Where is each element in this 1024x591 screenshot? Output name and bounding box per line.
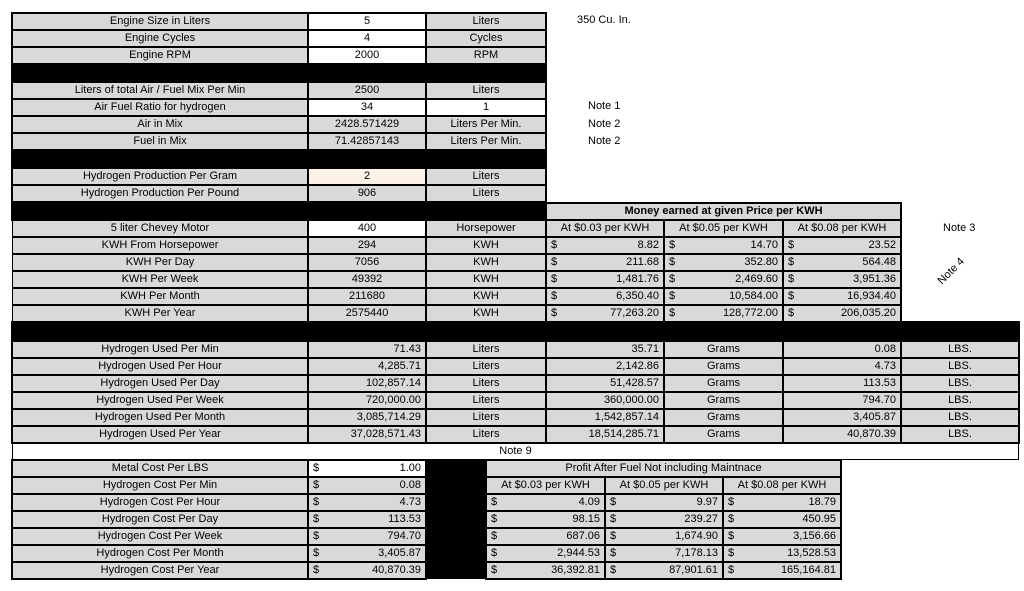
used-grams-unit[interactable]: Grams xyxy=(664,409,783,426)
currency-symbol: $ xyxy=(491,564,498,576)
currency-value: 4.09 xyxy=(578,496,600,508)
black-separator-row xyxy=(12,64,546,82)
profit-cell[interactable] xyxy=(605,494,723,511)
currency-symbol: $ xyxy=(610,564,617,576)
used-grams[interactable]: 2,142.86 xyxy=(546,358,664,375)
profit-cell[interactable] xyxy=(605,562,723,579)
cost-value[interactable] xyxy=(308,460,426,477)
used-liters[interactable]: 3,085,714.29 xyxy=(308,409,426,426)
currency-symbol: $ xyxy=(728,564,735,576)
money-earned-cell[interactable] xyxy=(783,305,901,322)
currency-value: 1,481.76 xyxy=(616,273,659,285)
used-grams-unit[interactable]: Grams xyxy=(664,392,783,409)
production-label[interactable]: Hydrogen Production Per Pound xyxy=(12,185,308,202)
used-grams-unit[interactable]: Grams xyxy=(664,358,783,375)
currency-value: 794.70 xyxy=(387,530,421,542)
currency-symbol: $ xyxy=(313,513,320,525)
note2a-label: Note 2 xyxy=(588,118,621,130)
production-unit[interactable]: Liters xyxy=(426,168,546,185)
engine-label[interactable]: Engine Size in Liters xyxy=(12,13,308,30)
kwh-unit[interactable]: KWH xyxy=(426,237,546,254)
used-liters[interactable]: 4,285.71 xyxy=(308,358,426,375)
currency-value: 113.53 xyxy=(388,513,421,525)
kwh-label[interactable]: KWH Per Week xyxy=(12,271,308,288)
engine-unit[interactable]: Cycles xyxy=(426,30,546,47)
used-grams[interactable]: 51,428.57 xyxy=(546,375,664,392)
currency-value: 1,674.90 xyxy=(675,530,718,542)
engine-value-input[interactable]: 2000 xyxy=(308,47,426,64)
cost-value[interactable] xyxy=(308,528,426,545)
currency-symbol: $ xyxy=(788,273,795,285)
kwh-label[interactable]: KWH Per Month xyxy=(12,288,308,305)
currency-value: 8.82 xyxy=(637,239,659,251)
used-liters[interactable]: 102,857.14 xyxy=(308,375,426,392)
used-grams-unit[interactable]: Grams xyxy=(664,375,783,392)
mix-unit[interactable]: Liters Per Min. xyxy=(426,116,546,133)
used-liters-unit[interactable]: Liters xyxy=(426,392,546,409)
used-liters[interactable]: 37,028,571.43 xyxy=(308,426,426,443)
note2b-label: Note 2 xyxy=(588,135,621,147)
money-earned-cell[interactable] xyxy=(783,237,901,254)
currency-symbol: $ xyxy=(551,256,558,268)
currency-symbol: $ xyxy=(313,496,320,508)
currency-value: 0.08 xyxy=(399,479,421,491)
money-earned-cell[interactable] xyxy=(546,288,664,305)
used-label[interactable]: Hydrogen Used Per Hour xyxy=(12,358,308,375)
cost-label[interactable]: Hydrogen Cost Per Min xyxy=(12,477,308,494)
currency-value: 9.97 xyxy=(696,496,718,508)
currency-value: 10,584.00 xyxy=(729,290,778,302)
money-earned-cell[interactable] xyxy=(546,305,664,322)
used-liters-unit[interactable]: Liters xyxy=(426,375,546,392)
money-earned-cell[interactable] xyxy=(546,271,664,288)
currency-value: 3,405.87 xyxy=(378,547,421,559)
kwh-unit[interactable]: Horsepower xyxy=(426,220,546,237)
mix-label[interactable]: Air in Mix xyxy=(12,116,308,133)
cost-value[interactable] xyxy=(308,562,426,579)
black-separator-row xyxy=(12,322,1019,341)
currency-symbol: $ xyxy=(551,239,558,251)
used-liters[interactable]: 720,000.00 xyxy=(308,392,426,409)
kwh-unit[interactable]: KWH xyxy=(426,254,546,271)
currency-value: 564.48 xyxy=(862,256,896,268)
currency-symbol: $ xyxy=(313,547,320,559)
cost-label[interactable]: Hydrogen Cost Per Month xyxy=(12,545,308,562)
kwh-value[interactable]: 294 xyxy=(308,237,426,254)
mix-value[interactable]: 2428.571429 xyxy=(308,116,426,133)
currency-value: 7,178.13 xyxy=(675,547,718,559)
cost-label[interactable]: Hydrogen Cost Per Hour xyxy=(12,494,308,511)
kwh-value[interactable]: 211680 xyxy=(308,288,426,305)
used-lbs[interactable]: 0.08 xyxy=(783,341,901,358)
currency-value: 2,469.60 xyxy=(735,273,778,285)
profit-header[interactable]: Profit After Fuel Not including Maintnace xyxy=(486,460,841,477)
used-liters-unit[interactable]: Liters xyxy=(426,358,546,375)
used-grams[interactable]: 35.71 xyxy=(546,341,664,358)
used-lbs[interactable]: 794.70 xyxy=(783,392,901,409)
currency-symbol: $ xyxy=(788,290,795,302)
profit-cell[interactable] xyxy=(486,545,605,562)
currency-symbol: $ xyxy=(551,290,558,302)
currency-value: 239.27 xyxy=(684,513,718,525)
cost-label[interactable]: Hydrogen Cost Per Year xyxy=(12,562,308,579)
currency-value: 13,528.53 xyxy=(787,547,836,559)
money-earned-cell[interactable] xyxy=(664,305,783,322)
profit-cell[interactable] xyxy=(605,545,723,562)
mix-unit[interactable]: 1 xyxy=(426,99,546,116)
used-grams-unit[interactable]: Grams xyxy=(664,341,783,358)
currency-symbol: $ xyxy=(728,530,735,542)
kwh-value[interactable]: 7056 xyxy=(308,254,426,271)
engine-unit[interactable]: RPM xyxy=(426,47,546,64)
currency-symbol: $ xyxy=(669,307,676,319)
profit-cell[interactable] xyxy=(723,545,841,562)
profit-cell[interactable] xyxy=(486,511,605,528)
money-earned-header[interactable]: Money earned at given Price per KWH xyxy=(546,202,901,220)
mix-unit[interactable]: Liters Per Min. xyxy=(426,133,546,150)
used-grams[interactable]: 18,514,285.71 xyxy=(546,426,664,443)
production-unit[interactable]: Liters xyxy=(426,185,546,202)
currency-symbol: $ xyxy=(610,496,617,508)
currency-symbol: $ xyxy=(788,256,795,268)
currency-value: 77,263.20 xyxy=(610,307,659,319)
cost-label[interactable]: Metal Cost Per LBS xyxy=(12,460,308,477)
currency-symbol: $ xyxy=(313,564,320,576)
currency-value: 1.00 xyxy=(399,462,421,474)
mix-label[interactable]: Liters of total Air / Fuel Mix Per Min xyxy=(12,82,308,99)
used-grams[interactable]: 360,000.00 xyxy=(546,392,664,409)
used-lbs[interactable]: 113.53 xyxy=(783,375,901,392)
currency-value: 23.52 xyxy=(868,239,896,251)
currency-value: 3,156.66 xyxy=(793,530,836,542)
note4-label: Note 4 xyxy=(935,255,967,287)
cost-value[interactable] xyxy=(308,511,426,528)
currency-value: 4.73 xyxy=(399,496,421,508)
used-label[interactable]: Hydrogen Used Per Day xyxy=(12,375,308,392)
currency-value: 211.68 xyxy=(626,256,659,268)
currency-symbol: $ xyxy=(728,547,735,559)
production-value[interactable]: 2 xyxy=(308,168,426,185)
black-separator-row xyxy=(12,150,546,168)
cubic-inches-note: 350 Cu. In. xyxy=(577,14,631,26)
used-lbs-unit[interactable]: LBS. xyxy=(901,409,1019,426)
currency-symbol: $ xyxy=(551,273,558,285)
cost-label[interactable]: Hydrogen Cost Per Day xyxy=(12,511,308,528)
profit-cell[interactable] xyxy=(723,528,841,545)
mix-value[interactable]: 71.42857143 xyxy=(308,133,426,150)
money-earned-cell[interactable] xyxy=(664,271,783,288)
currency-value: 352.80 xyxy=(744,256,778,268)
used-liters-unit[interactable]: Liters xyxy=(426,409,546,426)
used-liters-unit[interactable]: Liters xyxy=(426,341,546,358)
currency-symbol: $ xyxy=(313,462,320,474)
currency-value: 98.15 xyxy=(572,513,600,525)
kwh-value[interactable]: 2575440 xyxy=(308,305,426,322)
note3-label: Note 3 xyxy=(943,222,976,234)
mix-value[interactable]: 34 xyxy=(308,99,426,116)
price-header[interactable]: At $0.05 per KWH xyxy=(664,220,783,237)
currency-symbol: $ xyxy=(491,530,498,542)
price-header[interactable]: At $0.08 per KWH xyxy=(783,220,901,237)
used-lbs[interactable]: 3,405.87 xyxy=(783,409,901,426)
cost-label[interactable]: Hydrogen Cost Per Week xyxy=(12,528,308,545)
black-spacer-column xyxy=(426,460,486,579)
currency-value: 40,870.39 xyxy=(372,564,421,576)
engine-label[interactable]: Engine RPM xyxy=(12,47,308,64)
profit-price-header[interactable]: At $0.05 per KWH xyxy=(605,477,723,494)
used-grams[interactable]: 1,542,857.14 xyxy=(546,409,664,426)
cost-value[interactable] xyxy=(308,494,426,511)
kwh-label[interactable]: KWH Per Year xyxy=(12,305,308,322)
production-value[interactable]: 906 xyxy=(308,185,426,202)
used-label[interactable]: Hydrogen Used Per Month xyxy=(12,409,308,426)
kwh-label[interactable]: 5 liter Chevey Motor xyxy=(12,220,308,237)
used-lbs-unit[interactable]: LBS. xyxy=(901,392,1019,409)
used-liters-unit[interactable]: Liters xyxy=(426,426,546,443)
used-label[interactable]: Hydrogen Used Per Year xyxy=(12,426,308,443)
kwh-label[interactable]: KWH Per Day xyxy=(12,254,308,271)
used-grams-unit[interactable]: Grams xyxy=(664,426,783,443)
profit-price-header[interactable]: At $0.03 per KWH xyxy=(486,477,605,494)
used-lbs[interactable]: 40,870.39 xyxy=(783,426,901,443)
profit-cell[interactable] xyxy=(723,494,841,511)
profit-cell[interactable] xyxy=(486,528,605,545)
mix-unit[interactable]: Liters xyxy=(426,82,546,99)
used-lbs-unit[interactable]: LBS. xyxy=(901,341,1019,358)
currency-value: 450.95 xyxy=(802,513,836,525)
profit-cell[interactable] xyxy=(723,562,841,579)
profit-cell[interactable] xyxy=(605,511,723,528)
money-earned-cell[interactable] xyxy=(664,254,783,271)
kwh-unit[interactable]: KWH xyxy=(426,271,546,288)
currency-value: 6,350.40 xyxy=(616,290,659,302)
engine-value-input[interactable]: 5 xyxy=(308,13,426,30)
money-earned-cell[interactable] xyxy=(664,237,783,254)
currency-value: 36,392.81 xyxy=(551,564,600,576)
currency-symbol: $ xyxy=(491,496,498,508)
black-separator-row xyxy=(12,202,546,220)
engine-value-input[interactable]: 4 xyxy=(308,30,426,47)
currency-symbol: $ xyxy=(491,513,498,525)
profit-cell[interactable] xyxy=(486,494,605,511)
used-lbs-unit[interactable]: LBS. xyxy=(901,375,1019,392)
currency-symbol: $ xyxy=(669,239,676,251)
currency-value: 165,164.81 xyxy=(780,564,836,576)
money-earned-cell[interactable] xyxy=(783,288,901,305)
profit-cell[interactable] xyxy=(486,562,605,579)
currency-symbol: $ xyxy=(788,239,795,251)
currency-symbol: $ xyxy=(669,290,676,302)
note1-label: Note 1 xyxy=(588,100,621,112)
used-lbs[interactable]: 4.73 xyxy=(783,358,901,375)
currency-symbol: $ xyxy=(551,307,558,319)
currency-symbol: $ xyxy=(728,513,735,525)
money-earned-cell[interactable] xyxy=(783,271,901,288)
money-earned-cell[interactable] xyxy=(664,288,783,305)
note9-row[interactable]: Note 9 xyxy=(12,443,1019,460)
profit-price-header[interactable]: At $0.08 per KWH xyxy=(723,477,841,494)
used-lbs-unit[interactable]: LBS. xyxy=(901,358,1019,375)
cost-value[interactable] xyxy=(308,545,426,562)
money-earned-cell[interactable] xyxy=(546,237,664,254)
production-label[interactable]: Hydrogen Production Per Gram xyxy=(12,168,308,185)
cost-value[interactable] xyxy=(308,477,426,494)
currency-symbol: $ xyxy=(728,496,735,508)
kwh-unit[interactable]: KWH xyxy=(426,305,546,322)
kwh-value[interactable]: 400 xyxy=(308,220,426,237)
currency-value: 128,772.00 xyxy=(722,307,778,319)
kwh-label[interactable]: KWH From Horsepower xyxy=(12,237,308,254)
used-label[interactable]: Hydrogen Used Per Min xyxy=(12,341,308,358)
currency-symbol: $ xyxy=(669,273,676,285)
currency-value: 206,035.20 xyxy=(840,307,896,319)
kwh-value[interactable]: 49392 xyxy=(308,271,426,288)
currency-symbol: $ xyxy=(491,547,498,559)
profit-cell[interactable] xyxy=(723,511,841,528)
currency-value: 87,901.61 xyxy=(669,564,718,576)
currency-symbol: $ xyxy=(788,307,795,319)
currency-symbol: $ xyxy=(610,547,617,559)
engine-unit[interactable]: Liters xyxy=(426,13,546,30)
used-liters[interactable]: 71.43 xyxy=(308,341,426,358)
money-earned-cell[interactable] xyxy=(546,254,664,271)
price-header[interactable]: At $0.03 per KWH xyxy=(546,220,664,237)
used-lbs-unit[interactable]: LBS. xyxy=(901,426,1019,443)
used-label[interactable]: Hydrogen Used Per Week xyxy=(12,392,308,409)
kwh-unit[interactable]: KWH xyxy=(426,288,546,305)
currency-value: 687.06 xyxy=(566,530,600,542)
currency-value: 14.70 xyxy=(750,239,778,251)
currency-value: 3,951.36 xyxy=(853,273,896,285)
currency-symbol: $ xyxy=(610,513,617,525)
mix-label[interactable]: Air Fuel Ratio for hydrogen xyxy=(12,99,308,116)
currency-value: 2,944.53 xyxy=(557,547,600,559)
mix-label[interactable]: Fuel in Mix xyxy=(12,133,308,150)
currency-value: 16,934.40 xyxy=(847,290,896,302)
currency-symbol: $ xyxy=(610,530,617,542)
engine-label[interactable]: Engine Cycles xyxy=(12,30,308,47)
currency-symbol: $ xyxy=(669,256,676,268)
currency-symbol: $ xyxy=(313,479,320,491)
profit-cell[interactable] xyxy=(605,528,723,545)
currency-symbol: $ xyxy=(313,530,320,542)
mix-value[interactable]: 2500 xyxy=(308,82,426,99)
currency-value: 18.79 xyxy=(808,496,836,508)
money-earned-cell[interactable] xyxy=(783,254,901,271)
